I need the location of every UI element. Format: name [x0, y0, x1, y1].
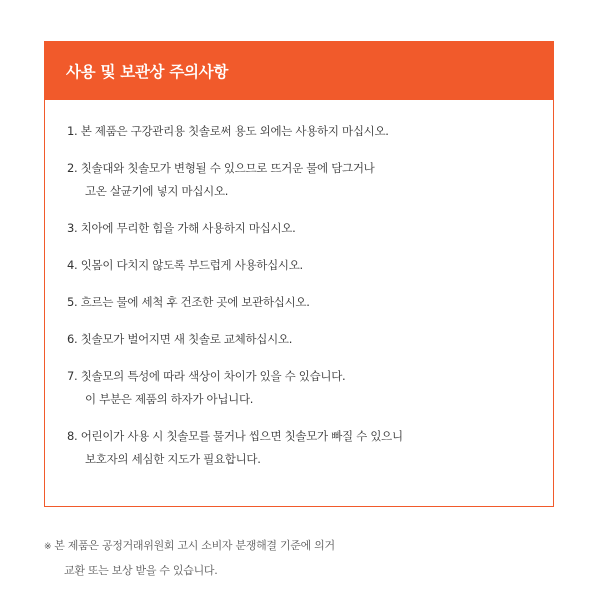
- caution-item-text: 2. 칫솔대와 칫솔모가 변형될 수 있으므로 뜨거운 물에 담그거나: [67, 161, 375, 175]
- caution-item-text: 1. 본 제품은 구강관리용 칫솔로써 용도 외에는 사용하지 마십시오.: [67, 124, 389, 138]
- caution-item-4: [67, 254, 543, 277]
- caution-item-2: [67, 157, 543, 203]
- caution-item-3: [67, 217, 543, 240]
- caution-item-text: 6. 칫솔모가 벌어지면 새 칫솔로 교체하십시오.: [67, 332, 293, 346]
- footnote-line: [44, 534, 335, 559]
- caution-item-text: 8. 어린이가 사용 시 칫솔모를 물거나 씹으면 칫솔모가 빠질 수 있으니: [67, 429, 403, 443]
- reference-mark-icon: ※: [44, 542, 52, 552]
- footnote-text-continued: 교환 또는 보상 받을 수 있습니다.: [64, 564, 218, 577]
- footnote: [44, 534, 335, 583]
- card-header: [45, 42, 553, 100]
- caution-item-1: [67, 120, 543, 143]
- caution-item-text: 5. 흐르는 물에 세척 후 건조한 곳에 보관하십시오.: [67, 295, 310, 309]
- caution-item-5: [67, 291, 543, 314]
- caution-list: [67, 120, 543, 485]
- card-title: 사용 및 보관상 주의사항: [66, 63, 229, 81]
- caution-item-text: 3. 치아에 무리한 힘을 가해 사용하지 마십시오.: [67, 221, 296, 235]
- caution-item-text-continued: 고온 살균기에 넣지 마십시오.: [85, 184, 229, 198]
- caution-item-text: 4. 잇몸이 다치지 않도록 부드럽게 사용하십시오.: [67, 258, 303, 272]
- caution-item-6: [67, 328, 543, 351]
- caution-card: [44, 41, 554, 507]
- caution-item-text-continued: 보호자의 세심한 지도가 필요합니다.: [85, 452, 261, 466]
- footnote-text: 본 제품은 공정거래위원회 고시 소비자 분쟁해결 기준에 의거: [54, 539, 335, 552]
- caution-item-text-continued: 이 부분은 제품의 하자가 아닙니다.: [85, 392, 254, 406]
- caution-item-7: [67, 365, 543, 411]
- caution-item-text: 7. 칫솔모의 특성에 따라 색상이 차이가 있을 수 있습니다.: [67, 369, 346, 383]
- caution-item-8: [67, 425, 543, 471]
